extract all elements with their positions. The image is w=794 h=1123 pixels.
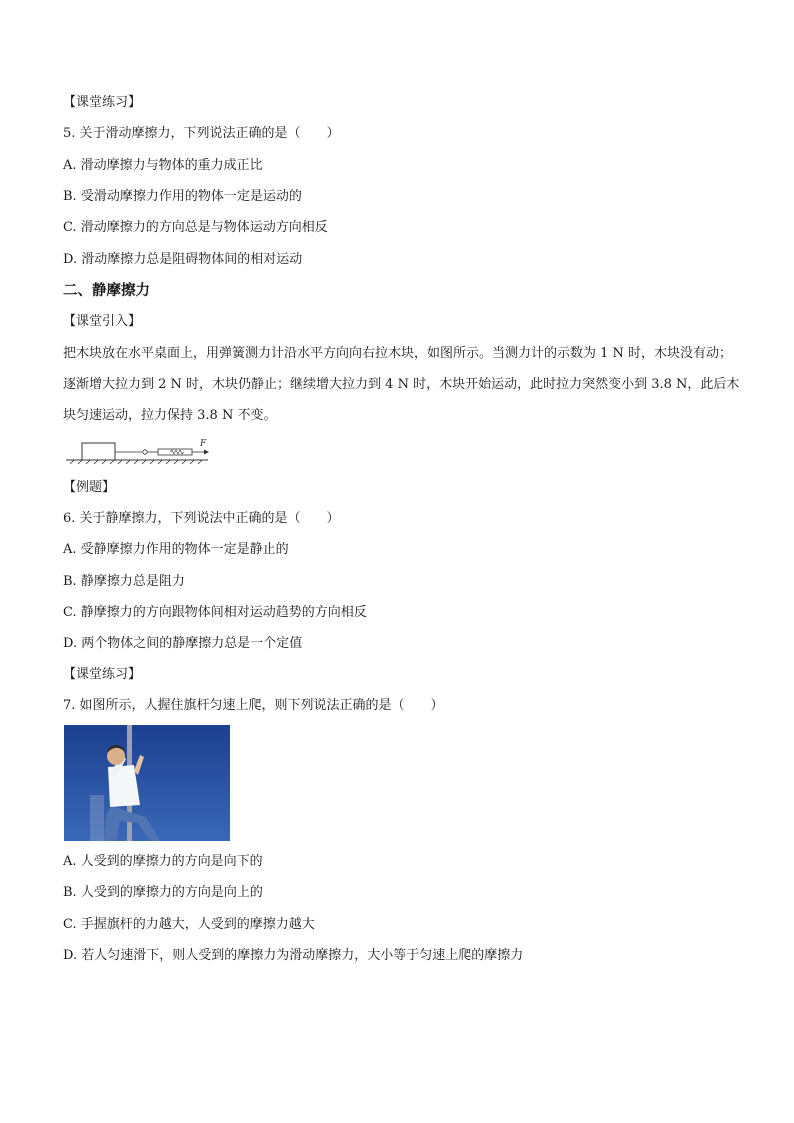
question-5-option-c: C. 滑动摩擦力的方向总是与物体运动方向相反 (63, 220, 328, 235)
spring-scale-diagram (66, 437, 216, 465)
force-label: F (200, 439, 207, 449)
question-7-stem: 7. 如图所示，人握住旗杆匀速上爬，则下列说法正确的是（ ） (63, 698, 444, 713)
question-5-option-b: B. 受滑动摩擦力作用的物体一定是运动的 (63, 189, 302, 204)
question-5-option-d: D. 滑动摩擦力总是阻碍物体间的相对运动 (63, 252, 303, 267)
question-5-option-a: A. 滑动摩擦力与物体的重力成正比 (63, 158, 263, 173)
table-hatching (70, 460, 202, 464)
scale-hook (143, 450, 147, 454)
question-6-stem: 6. 关于静摩擦力，下列说法中正确的是（ ） (63, 511, 340, 526)
question-6-option-b: B. 静摩擦力总是阻力 (63, 574, 185, 589)
question-6-option-c: C. 静摩擦力的方向跟物体间相对运动趋势的方向相反 (63, 605, 367, 620)
intro-paragraph: 把木块放在水平桌面上，用弹簧测力计沿水平方向向右拉木块，如图所示。当测力计的示数为 1 N 时，木块没有动；逐渐增大拉力到 2 N 时，木块仍静止；继续增大拉力到 4 N 时，木块开始运动，此时拉力突然变小到 3.8 N，此后木块匀速运动，拉力保持 3.8 N 不变。 (63, 346, 740, 423)
question-6-option-d: D. 两个物体之间的静摩擦力总是一个定值 (63, 636, 303, 651)
question-7-option-c: C. 手握旗杆的力越大，人受到的摩擦力越大 (63, 917, 315, 932)
wooden-block (82, 443, 115, 460)
question-5-stem: 5. 关于滑动摩擦力，下列说法正确的是（ ） (63, 126, 340, 141)
practice-label: 【课堂练习】 (63, 95, 142, 110)
question-7-option-a: A. 人受到的摩擦力的方向是向下的 (63, 854, 263, 869)
practice-label-2: 【课堂练习】 (63, 667, 142, 682)
question-6-option-a: A. 受静摩擦力作用的物体一定是静止的 (63, 542, 289, 557)
section-title: 二、静摩擦力 (63, 283, 150, 299)
question-7-option-b: B. 人受到的摩擦力的方向是向上的 (63, 885, 263, 900)
question-7-option-d: D. 若人匀速滑下，则人受到的摩擦力为滑动摩擦力，大小等于匀速上爬的摩擦力 (63, 948, 524, 963)
flagpole-climber-photo (64, 725, 230, 841)
example-label: 【例题】 (63, 480, 116, 495)
intro-label: 【课堂引入】 (63, 314, 142, 329)
force-arrow-icon (204, 450, 209, 455)
